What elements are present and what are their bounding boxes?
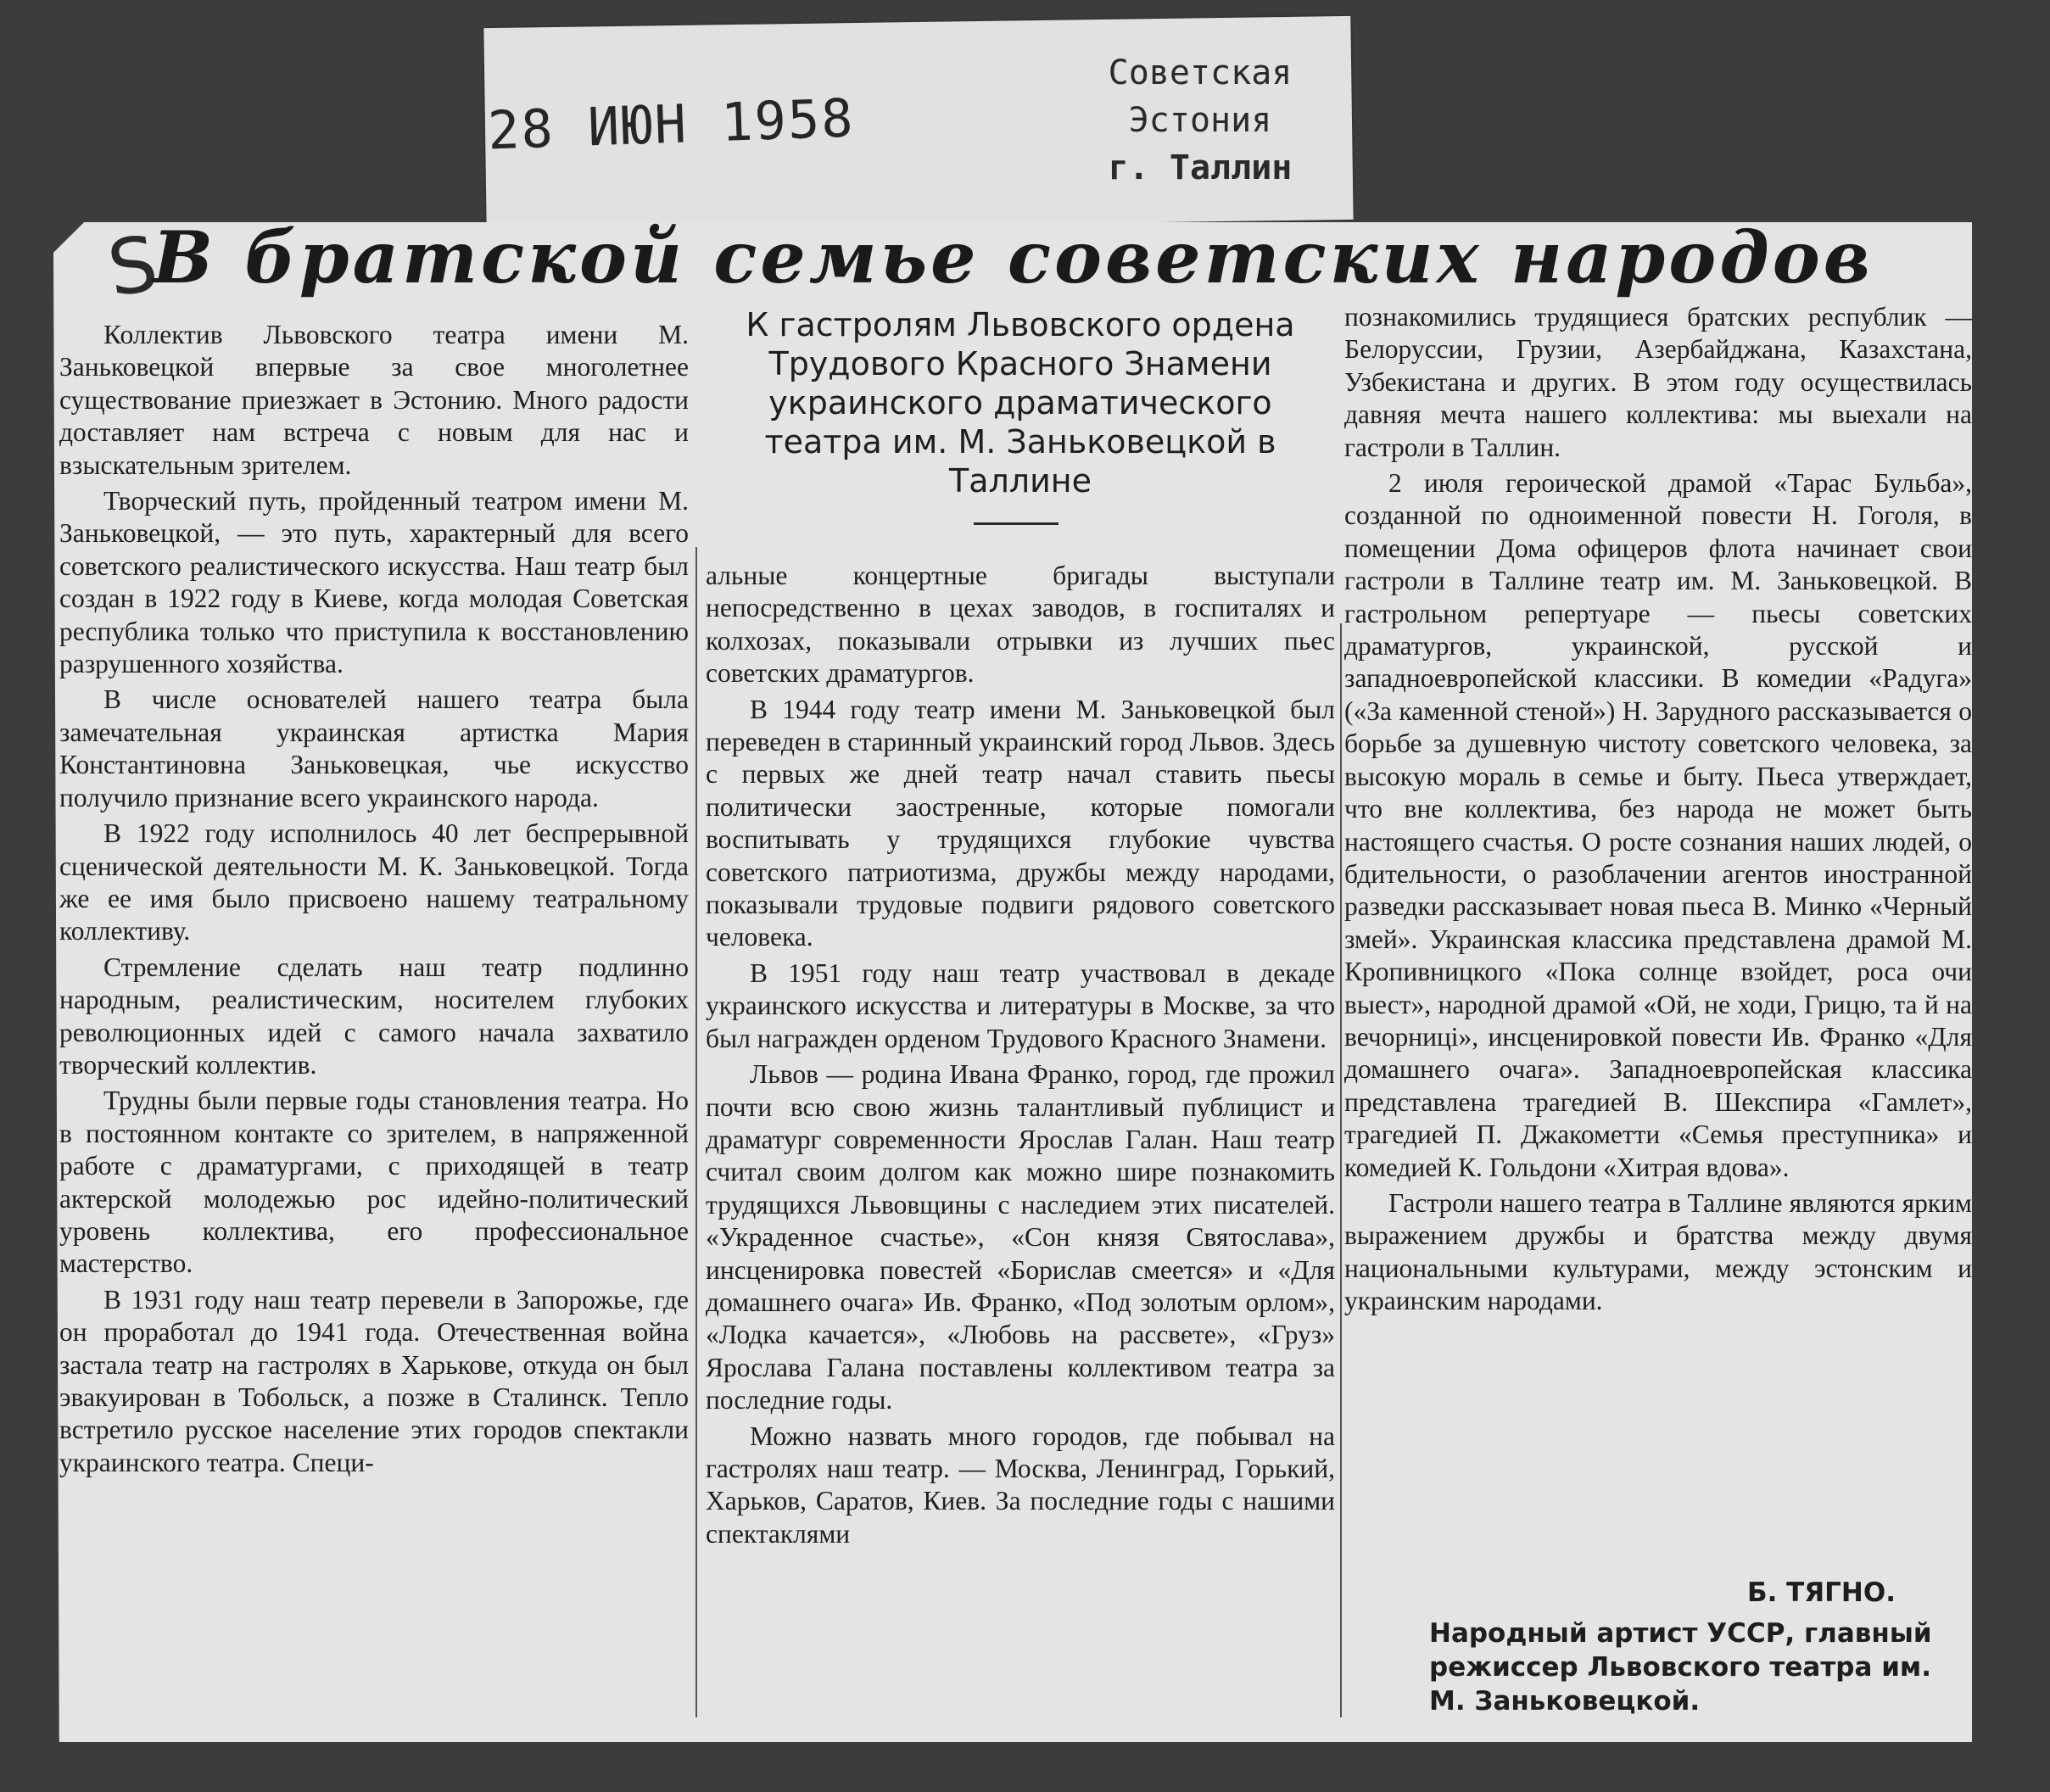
author-title: Народный артист УССР, главный режиссер Львовского театра им. М. Заньковецкой. bbox=[1429, 1618, 1932, 1717]
author-name: Б. ТЯГНО. bbox=[1746, 1577, 1896, 1608]
newspaper-city: г. Таллин bbox=[1108, 148, 1293, 187]
paragraph: Трудны были первые годы становления театра. Но в постоянном контакте со зрителем, в напряженной работе с драматургами, с приходящей в театр актерской молодежью рос идейно-политический уровень коллектива, его профессиональное мастерство. bbox=[59, 1086, 689, 1279]
author-signature bbox=[1344, 1576, 1938, 1718]
handwritten-margin-mark: S bbox=[102, 219, 164, 315]
newspaper-stamp bbox=[1039, 49, 1361, 192]
column-divider bbox=[695, 547, 697, 1717]
article-subheadline: К гастролям Львовского ордена Трудового Красного Знамени украинского драматического театра им. М. Заньковецкой в Таллине bbox=[746, 306, 1295, 500]
paragraph: В числе основателей нашего театра была замечательная украинская артистка Мария Константиновна Заньковецкая, чье искусство получило признание всего украинского народа. bbox=[59, 684, 689, 812]
paragraph: Коллектив Львовского театра имени М. Заньковецкой впервые за свое многолетнее существование приезжает в Эстонию. Много радости доставляет нам встреча с новым для нас и взыскательным зрителем. bbox=[59, 320, 689, 480]
subhead-divider bbox=[974, 522, 1059, 525]
paragraph: альные концертные бригады выступали непосредственно в цехах заводов, в госпиталях и колхозах, показывали отрывки из лучших пьес советских драматургов. bbox=[706, 561, 1335, 689]
paragraph: Творческий путь, пройденный театром имени М. Заньковецкой, — это путь, характерный для всего советского реалистического искусства. Наш театр был создан в 1922 году в Киеве, когда молодая Советская республика только что приступила к восстановлению разрушенного хозяйства. bbox=[59, 486, 689, 679]
article-column-3 bbox=[1344, 301, 1972, 1321]
article-headline: В братской семье советских народов bbox=[153, 215, 1874, 299]
column-divider bbox=[1340, 623, 1342, 1717]
paragraph: Стремление сделать наш театр подлинно народным, реалистическим, носителем глубоких революционных идей с самого начала захватило творческий коллектив. bbox=[59, 952, 689, 1080]
paragraph: познакомились трудящиеся братских республик — Белоруссии, Грузии, Азербайджана, Казахстана, Узбекистана и других. В этом году осуществилась давняя мечта нашего коллектива: мы выехали на гастроли в Таллин. bbox=[1344, 302, 1972, 462]
paragraph: Можно назвать много городов, где побывал на гастролях наш театр. — Москва, Ленинград, Горький, Харьков, Саратов, Киев. За последние годы с нашими спектаклями bbox=[706, 1421, 1335, 1549]
paragraph: Гастроли нашего театра в Таллине являются ярким выражением дружбы и братства между двумя национальными культурами, между эстонским и украинским народами. bbox=[1344, 1187, 1972, 1316]
paragraph: Львов — родина Ивана Франко, город, где прожил почти всю свою жизнь талантливый публицист и драматург современности Ярослав Галан. Наш театр считал своим долгом как можно шире познакомить трудящихся Львовщины с наследием этих писателей. «Украденное счастье», «Сон князя Святослава», инсценировка повестей «Борислав смеется» и «Для домашнего очага» Ив. Франко, «Под золотым орлом», «Лодка качается», «Любовь на рассвете», «Груз» Ярослава Галана поставлены коллективом театра за последние годы. bbox=[706, 1059, 1335, 1415]
paragraph: В 1944 году театр имени М. Заньковецкой был переведен в старинный украинский город Львов. Здесь с первых же дней театр начал ставить пьесы политически заостренные, которые помогали воспитывать у трудящихся глубокие чувства советского патриотизма, дружбы между народами, показывали трудовые подвиги рядового советского человека. bbox=[706, 694, 1335, 952]
paragraph: В 1951 году наш театр участвовал в декаде украинского искусства и литературы в Москве, за что был награжден орденом Трудового Красного Знамени. bbox=[706, 957, 1335, 1053]
date-stamp: 28 ИЮН 1958 bbox=[486, 87, 856, 162]
paragraph: 2 июля героической драмой «Тарас Бульба», созданной по одноименной повести Н. Гоголя, в помещении Дома офицеров флота начинает свои гастроли в Таллине театр им. М. Заньковецкой. В гастрольном репертуаре — пьесы советских драматургов, украинской, русской и западноевропейской классики. В комедии «Радуга» («За каменной стеной») Н. Зарудного рассказывается о борьбе за душевную чистоту советского человека, за высокую мораль в семье и быту. Пьеса утверждает, что вне коллектива, без народа не может быть настоящего счастья. О росте сознания наших людей, о бдительности, о разоблачении агентов иностранной разведки рассказывает новая пьеса В. Минко «Черный змей». Украинская классика представлена драмой М. Кропивницкого «Пока солнце взойдет, роса очи выест», народной драмой «Ой, не ходи, Грицю, та й на вечорниці», инсценировкой повести Ив. Франко «Для домашнего очага». Западноевропейская классика представлена трагедией В. Шекспира «Гамлет», трагедией П. Джакометти «Семья преступника» и комедией К. Гольдони «Хитрая вдова». bbox=[1344, 468, 1972, 1182]
paragraph: В 1922 году исполнилось 40 лет беспрерывной сценической деятельности М. К. Заньковецкой. Тогда же ее имя было присвоено нашему театральному коллективу. bbox=[59, 818, 689, 946]
article-column-2 bbox=[706, 560, 1335, 1554]
article-column-1 bbox=[59, 319, 689, 1482]
newspaper-name: Советская Эстония bbox=[1108, 53, 1293, 140]
paragraph: В 1931 году наш театр перевели в Запорожье, где он проработал до 1941 года. Отечественная война застала театр на гастролях в Харькове, откуда он был эвакуирован в Тобольск, а позже в Сталинск. Тепло встретило русское население этих городов спектакли украинского театра. Специ- bbox=[59, 1284, 689, 1477]
